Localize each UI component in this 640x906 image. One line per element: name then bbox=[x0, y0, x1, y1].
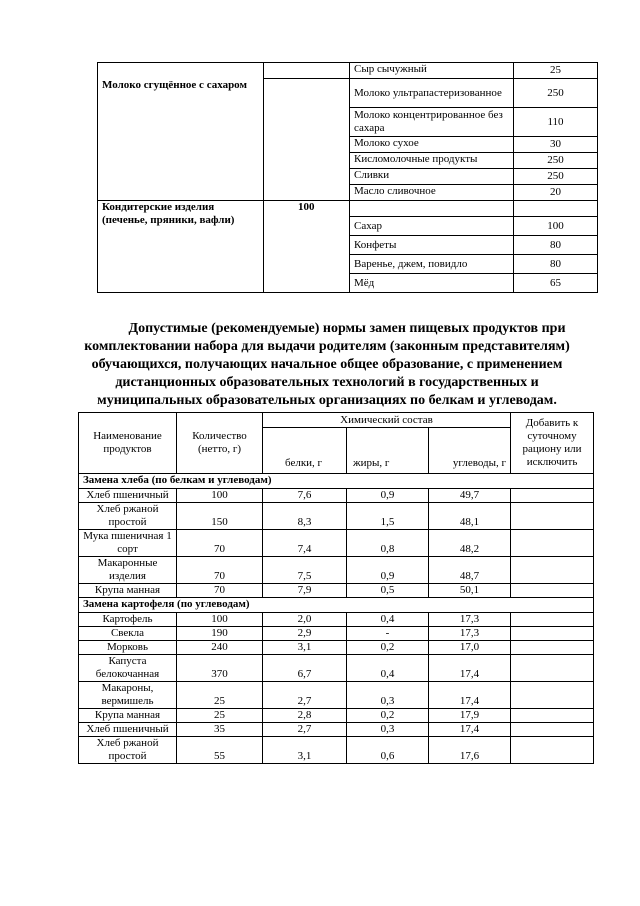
product-name-cell: Капуста белокочанная bbox=[79, 655, 177, 682]
value-cell: 80 bbox=[514, 236, 598, 255]
group-name bbox=[98, 63, 264, 79]
carb-cell: 17,9 bbox=[429, 709, 511, 723]
product-cell: Молоко ультрапастеризованное bbox=[350, 79, 514, 108]
protein-cell: 7,9 bbox=[263, 584, 347, 598]
product-cell: Варенье, джем, повидло bbox=[350, 255, 514, 274]
table-row bbox=[79, 530, 594, 557]
table-row bbox=[79, 709, 594, 723]
value-cell: 250 bbox=[514, 153, 598, 169]
protein-cell: 2,7 bbox=[263, 723, 347, 737]
qty-cell: 190 bbox=[177, 627, 263, 641]
carb-cell: 48,7 bbox=[429, 557, 511, 584]
product-cell: Молоко концентрированное без сахара bbox=[350, 108, 514, 137]
heading-line: муниципальных образовательных организациях по белкам и углеводам. bbox=[97, 393, 557, 408]
table-row bbox=[98, 201, 598, 217]
fat-cell: 0,4 bbox=[347, 655, 429, 682]
qty-cell: 100 bbox=[177, 489, 263, 503]
product-cell: Масло сливочное bbox=[350, 185, 514, 201]
qty-cell: 150 bbox=[177, 503, 263, 530]
fat-cell: 0,8 bbox=[347, 530, 429, 557]
value-cell: 250 bbox=[514, 79, 598, 108]
col-header-qty: Количество (нетто, г) bbox=[177, 413, 263, 474]
add-cell bbox=[511, 489, 594, 503]
header-row bbox=[79, 413, 594, 428]
nutrition-substitution-table bbox=[78, 412, 594, 764]
product-name-cell: Свекла bbox=[79, 627, 177, 641]
value-cell: 250 bbox=[514, 169, 598, 185]
carb-cell: 49,7 bbox=[429, 489, 511, 503]
carb-cell: 50,1 bbox=[429, 584, 511, 598]
product-cell: Молоко сухое bbox=[350, 137, 514, 153]
qty-cell: 55 bbox=[177, 737, 263, 764]
carb-cell: 48,2 bbox=[429, 530, 511, 557]
group-amount: 100 bbox=[264, 201, 350, 293]
product-name-cell: Макаронные изделия bbox=[79, 557, 177, 584]
carb-cell: 17,3 bbox=[429, 613, 511, 627]
heading-line: комплектовании набора для выдачи родителям (законным представителям) bbox=[84, 339, 570, 354]
protein-cell: 2,7 bbox=[263, 682, 347, 709]
value-cell: 30 bbox=[514, 137, 598, 153]
fat-cell: 0,4 bbox=[347, 613, 429, 627]
table-row bbox=[79, 489, 594, 503]
qty-cell: 370 bbox=[177, 655, 263, 682]
product-name-cell: Морковь bbox=[79, 641, 177, 655]
fat-cell: 0,5 bbox=[347, 584, 429, 598]
value-cell: 20 bbox=[514, 185, 598, 201]
qty-cell: 25 bbox=[177, 709, 263, 723]
table-row bbox=[79, 627, 594, 641]
value-cell: 110 bbox=[514, 108, 598, 137]
fat-cell: 0,3 bbox=[347, 682, 429, 709]
table-row bbox=[79, 557, 594, 584]
section-heading bbox=[62, 320, 592, 410]
product-name-cell: Хлеб ржаной простой bbox=[79, 503, 177, 530]
product-cell: Конфеты bbox=[350, 236, 514, 255]
heading-line: Допустимые (рекомендуемые) нормы замен пищевых продуктов при bbox=[128, 321, 566, 336]
heading-line: дистанционных образовательных технологий в государственных и bbox=[115, 375, 539, 390]
product-name-cell: Макароны, вермишель bbox=[79, 682, 177, 709]
col-header-fat: жиры, г bbox=[347, 428, 429, 474]
product-name-cell: Хлеб ржаной простой bbox=[79, 737, 177, 764]
qty-cell: 70 bbox=[177, 530, 263, 557]
value-cell: 65 bbox=[514, 274, 598, 293]
qty-cell: 70 bbox=[177, 557, 263, 584]
carb-cell: 17,4 bbox=[429, 723, 511, 737]
carb-cell: 17,4 bbox=[429, 682, 511, 709]
product-cell: Мёд bbox=[350, 274, 514, 293]
protein-cell: 2,8 bbox=[263, 709, 347, 723]
add-cell bbox=[511, 557, 594, 584]
protein-cell: 3,1 bbox=[263, 737, 347, 764]
col-header-name: Наименование продуктов bbox=[79, 413, 177, 474]
heading-line: обучающихся, получающих начальное общее образование, с применением bbox=[91, 357, 563, 372]
product-name-cell: Картофель bbox=[79, 613, 177, 627]
fat-cell: 0,9 bbox=[347, 489, 429, 503]
protein-cell: 6,7 bbox=[263, 655, 347, 682]
col-header-carb: углеводы, г bbox=[429, 428, 511, 474]
section-row bbox=[79, 598, 594, 613]
add-cell bbox=[511, 530, 594, 557]
fat-cell: - bbox=[347, 627, 429, 641]
product-cell: Сахар bbox=[350, 217, 514, 236]
product-name-cell: Крупа манная bbox=[79, 709, 177, 723]
table-row bbox=[79, 584, 594, 598]
fat-cell: 0,9 bbox=[347, 557, 429, 584]
add-cell bbox=[511, 723, 594, 737]
add-cell bbox=[511, 627, 594, 641]
qty-cell: 25 bbox=[177, 682, 263, 709]
value-cell: 25 bbox=[514, 63, 598, 79]
section-title: Замена картофеля (по углеводам) bbox=[79, 598, 594, 613]
value-cell: 100 bbox=[514, 217, 598, 236]
table-row bbox=[79, 613, 594, 627]
add-cell bbox=[511, 503, 594, 530]
section-row bbox=[79, 474, 594, 489]
col-header-add: Добавить к суточному рациону или исключить bbox=[511, 413, 594, 474]
table-row bbox=[79, 737, 594, 764]
table-row bbox=[79, 682, 594, 709]
fat-cell: 0,6 bbox=[347, 737, 429, 764]
add-cell bbox=[511, 613, 594, 627]
fat-cell: 0,2 bbox=[347, 641, 429, 655]
fat-cell: 0,3 bbox=[347, 723, 429, 737]
protein-cell: 2,0 bbox=[263, 613, 347, 627]
add-cell bbox=[511, 584, 594, 598]
add-cell bbox=[511, 709, 594, 723]
carb-cell: 17,3 bbox=[429, 627, 511, 641]
group-name: Молоко сгущённое с сахаром bbox=[98, 79, 264, 201]
table-row bbox=[79, 655, 594, 682]
col-header-chem: Химический состав bbox=[263, 413, 511, 428]
value-cell: 80 bbox=[514, 255, 598, 274]
table-row bbox=[98, 79, 598, 108]
group-amount bbox=[264, 63, 350, 79]
table-row bbox=[98, 63, 598, 79]
product-name-cell: Хлеб пшеничный bbox=[79, 489, 177, 503]
product-cell: Сливки bbox=[350, 169, 514, 185]
protein-cell: 7,5 bbox=[263, 557, 347, 584]
table-row bbox=[79, 723, 594, 737]
product-name-cell: Хлеб пшеничный bbox=[79, 723, 177, 737]
protein-cell: 3,1 bbox=[263, 641, 347, 655]
protein-cell: 7,6 bbox=[263, 489, 347, 503]
add-cell bbox=[511, 641, 594, 655]
value-cell bbox=[514, 201, 598, 217]
fat-cell: 0,2 bbox=[347, 709, 429, 723]
product-name-cell: Крупа манная bbox=[79, 584, 177, 598]
product-cell bbox=[350, 201, 514, 217]
col-header-protein: белки, г bbox=[263, 428, 347, 474]
product-name-cell: Мука пшеничная 1 сорт bbox=[79, 530, 177, 557]
add-cell bbox=[511, 655, 594, 682]
qty-cell: 100 bbox=[177, 613, 263, 627]
qty-cell: 240 bbox=[177, 641, 263, 655]
carb-cell: 17,4 bbox=[429, 655, 511, 682]
add-cell bbox=[511, 737, 594, 764]
substitution-table-top bbox=[97, 62, 598, 293]
product-cell: Кисломолочные продукты bbox=[350, 153, 514, 169]
fat-cell: 1,5 bbox=[347, 503, 429, 530]
carb-cell: 48,1 bbox=[429, 503, 511, 530]
group-name: Кондитерские изделия (печенье, пряники, вафли) bbox=[98, 201, 264, 293]
qty-cell: 70 bbox=[177, 584, 263, 598]
carb-cell: 17,6 bbox=[429, 737, 511, 764]
add-cell bbox=[511, 682, 594, 709]
protein-cell: 2,9 bbox=[263, 627, 347, 641]
table-row bbox=[79, 641, 594, 655]
table-row bbox=[79, 503, 594, 530]
carb-cell: 17,0 bbox=[429, 641, 511, 655]
section-title: Замена хлеба (по белкам и углеводам) bbox=[79, 474, 594, 489]
qty-cell: 35 bbox=[177, 723, 263, 737]
protein-cell: 7,4 bbox=[263, 530, 347, 557]
protein-cell: 8,3 bbox=[263, 503, 347, 530]
group-amount bbox=[264, 79, 350, 201]
product-cell: Сыр сычужный bbox=[350, 63, 514, 79]
